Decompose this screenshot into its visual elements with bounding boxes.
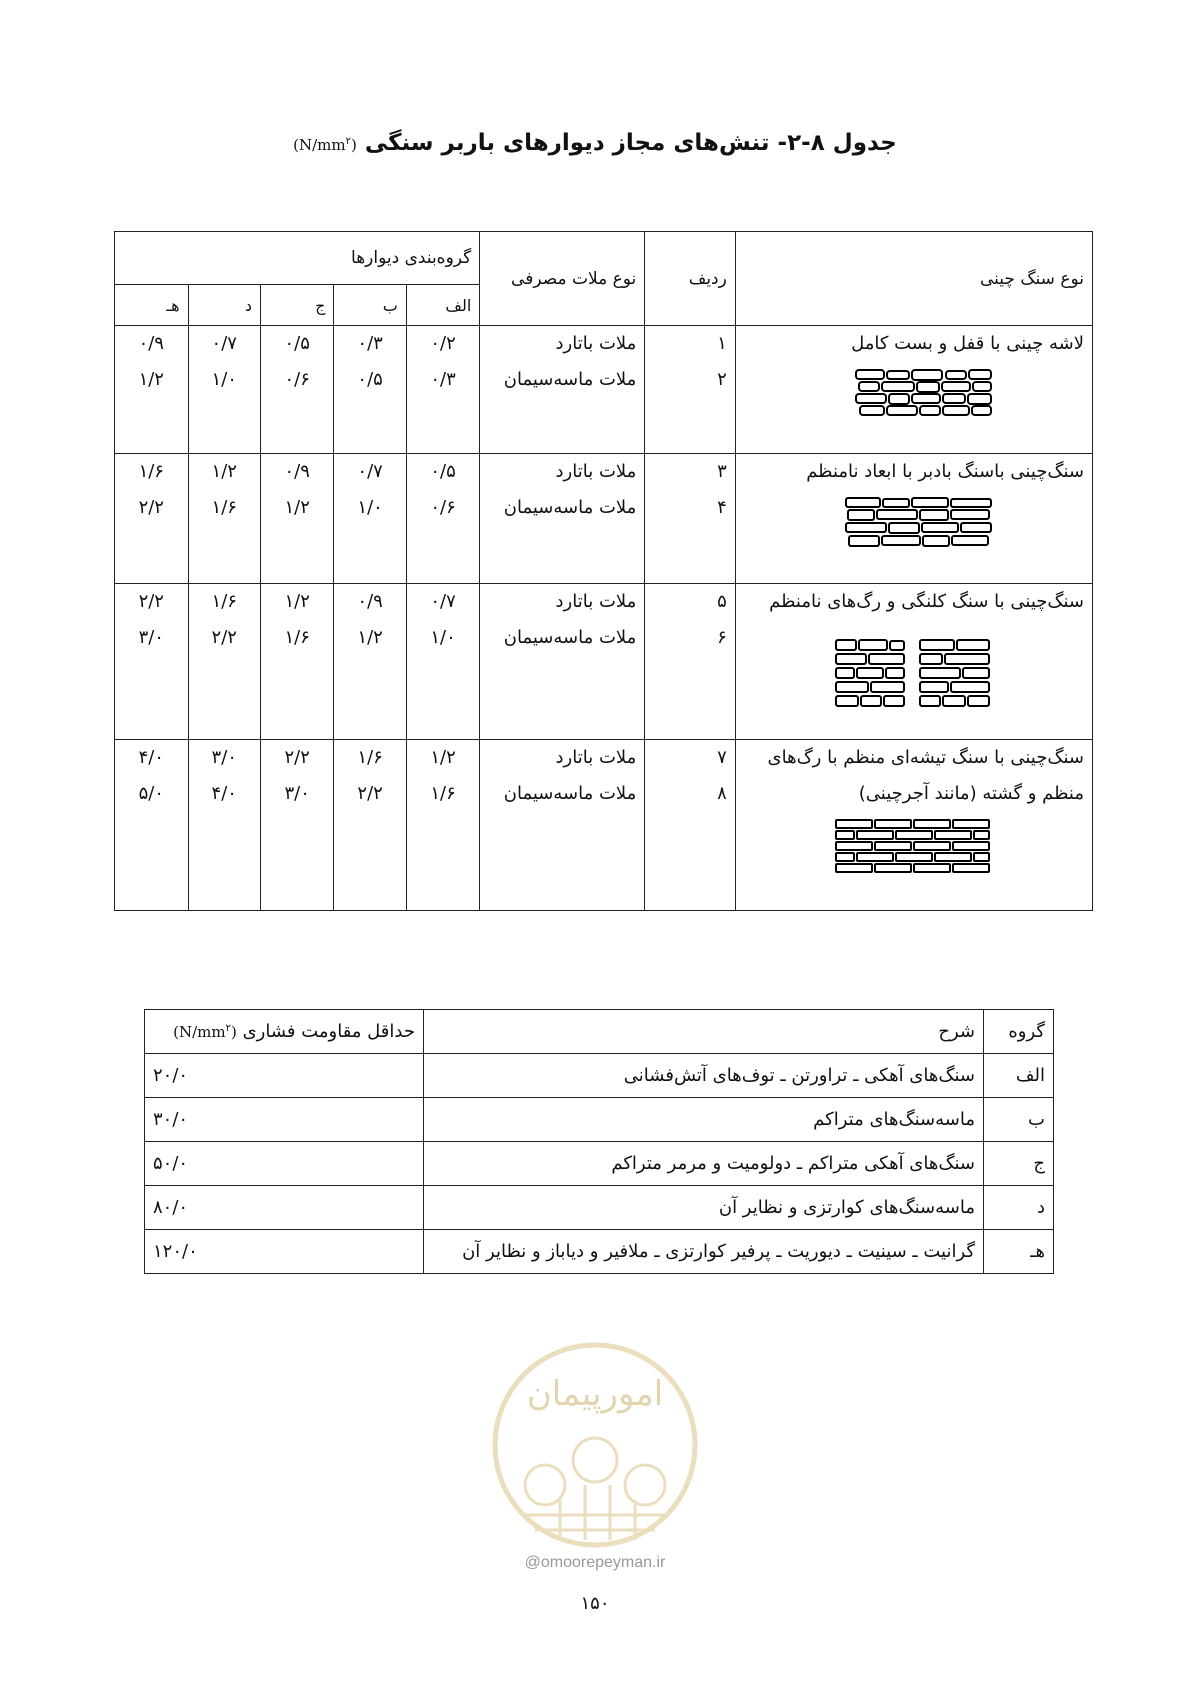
value-cell: ۰/۷ ۱/۰ — [334, 454, 406, 584]
value-cell: ۱/۲ ۱/۶ — [188, 454, 260, 584]
stone-group-strength-table — [144, 1009, 1054, 1274]
value-cell: ۱/۲ ۱/۶ — [260, 584, 333, 740]
header-group-c: ج — [260, 285, 333, 326]
ashlar-irregular-masonry-icon — [844, 496, 994, 551]
value-cell: ۳/۰ ۴/۰ — [188, 740, 260, 911]
header-row: ردیف — [645, 232, 736, 326]
page-number: ۱۵۰ — [580, 1593, 610, 1614]
value-cell: ۴/۰ ۵/۰ — [115, 740, 189, 911]
value-cell: ۰/۳ ۰/۵ — [334, 326, 406, 454]
description-cell: ماسه‌سنگ‌های متراکم — [424, 1098, 984, 1142]
title-text: جدول ۸-۲- تنش‌های مجاز دیوارهای باربر سنگی — [364, 130, 897, 156]
value-cell: ۰/۹ ۱/۲ — [260, 454, 333, 584]
group-cell: هـ — [984, 1230, 1054, 1274]
group-cell: ج — [984, 1142, 1054, 1186]
rubble-masonry-icon — [854, 368, 994, 418]
value-cell: ۰/۵ ۰/۶ — [260, 326, 333, 454]
description-cell: سنگ‌های آهکی متراکم ـ دولومیت و مرمر متراکم — [424, 1142, 984, 1186]
value-cell: ۰/۹ ۱/۲ — [334, 584, 406, 740]
header-strength: حداقل مقاومت فشاری $(N/mm^۲)$ — [145, 1010, 424, 1054]
header-group-e: هـ — [115, 285, 189, 326]
value-cell: ۲/۲ ۳/۰ — [260, 740, 333, 911]
header-wall-grouping: گروه‌بندی دیوارها — [115, 232, 480, 285]
row-number-cell: ۷ ۸ — [645, 740, 736, 911]
group-cell: د — [984, 1186, 1054, 1230]
strength-cell: ۸۰/۰ — [145, 1186, 424, 1230]
header-group-b: ب — [334, 285, 406, 326]
table-row — [145, 1054, 1054, 1098]
table-row — [145, 1142, 1054, 1186]
header-group-a: الف — [406, 285, 479, 326]
group-cell: الف — [984, 1054, 1054, 1098]
value-cell: ۰/۲ ۰/۳ — [406, 326, 479, 454]
table-row — [145, 1230, 1054, 1274]
ashlar-brick-pattern-icon — [834, 818, 994, 876]
value-cell: ۱/۶ ۲/۲ — [334, 740, 406, 911]
table-row — [115, 740, 1093, 911]
value-cell: ۰/۷ ۱/۰ — [188, 326, 260, 454]
page-title — [0, 130, 1190, 156]
strength-cell: ۳۰/۰ — [145, 1098, 424, 1142]
table-row — [145, 1186, 1054, 1230]
value-cell: ۰/۷ ۱/۰ — [406, 584, 479, 740]
header-mortar: نوع ملات مصرفی — [480, 232, 645, 326]
value-cell: ۱/۶ ۲/۲ — [188, 584, 260, 740]
row-number-cell: ۱ ۲ — [645, 326, 736, 454]
title-unit: $(N/mm^۲)$ — [293, 136, 357, 154]
description-cell: ماسه‌سنگ‌های کوارتزی و نظایر آن — [424, 1186, 984, 1230]
mortar-cell: ملات باتارد ملات ماسه‌سیمان — [480, 454, 645, 584]
stone-type-cell: لاشه چینی با قفل و بست کامل — [735, 326, 1092, 454]
row-number-cell: ۳ ۴ — [645, 454, 736, 584]
table-row — [115, 326, 1093, 454]
table-row — [145, 1098, 1054, 1142]
allowable-stress-table — [114, 231, 1093, 911]
group-cell: ب — [984, 1098, 1054, 1142]
coursed-rubble-masonry-icon — [834, 638, 994, 710]
value-cell: ۰/۵ ۰/۶ — [406, 454, 479, 584]
value-cell: ۰/۹ ۱/۲ — [115, 326, 189, 454]
header-description: شرح — [424, 1010, 984, 1054]
table-row — [115, 584, 1093, 740]
table-header-row — [145, 1010, 1054, 1054]
stone-type-cell: سنگ‌چینی با سنگ کلنگی و رگ‌های نامنظم — [735, 584, 1092, 740]
value-cell: ۱/۲ ۱/۶ — [406, 740, 479, 911]
mortar-cell: ملات باتارد ملات ماسه‌سیمان — [480, 326, 645, 454]
header-group: گروه — [984, 1010, 1054, 1054]
strength-cell: ۲۰/۰ — [145, 1054, 424, 1098]
mortar-cell: ملات باتارد ملات ماسه‌سیمان — [480, 584, 645, 740]
watermark-logo — [490, 1335, 700, 1560]
strength-cell: ۱۲۰/۰ — [145, 1230, 424, 1274]
value-cell: ۱/۶ ۲/۲ — [115, 454, 189, 584]
stone-type-cell: سنگ‌چینی با سنگ تیشه‌ای منظم با رگ‌های منظم و گشته (مانند آجرچینی) — [735, 740, 1092, 911]
svg-text:امورپیمان: امورپیمان — [526, 1374, 664, 1414]
table-row — [115, 454, 1093, 584]
header-group-d: د — [188, 285, 260, 326]
row-number-cell: ۵ ۶ — [645, 584, 736, 740]
description-cell: گرانیت ـ سینیت ـ دیوریت ـ پرفیر کوارتزی ـ ملافیر و دیاباز و نظایر آن — [424, 1230, 984, 1274]
header-stone-type: نوع سنگ چینی — [735, 232, 1092, 326]
description-cell: سنگ‌های آهکی ـ تراورتن ـ توف‌های آتش‌فشانی — [424, 1054, 984, 1098]
watermark-site: @omoorepeyman.ir — [524, 1554, 666, 1571]
strength-cell: ۵۰/۰ — [145, 1142, 424, 1186]
mortar-cell: ملات باتارد ملات ماسه‌سیمان — [480, 740, 645, 911]
value-cell: ۲/۲ ۳/۰ — [115, 584, 189, 740]
stone-type-cell: سنگ‌چینی باسنگ بادبر با ابعاد نامنظم — [735, 454, 1092, 584]
